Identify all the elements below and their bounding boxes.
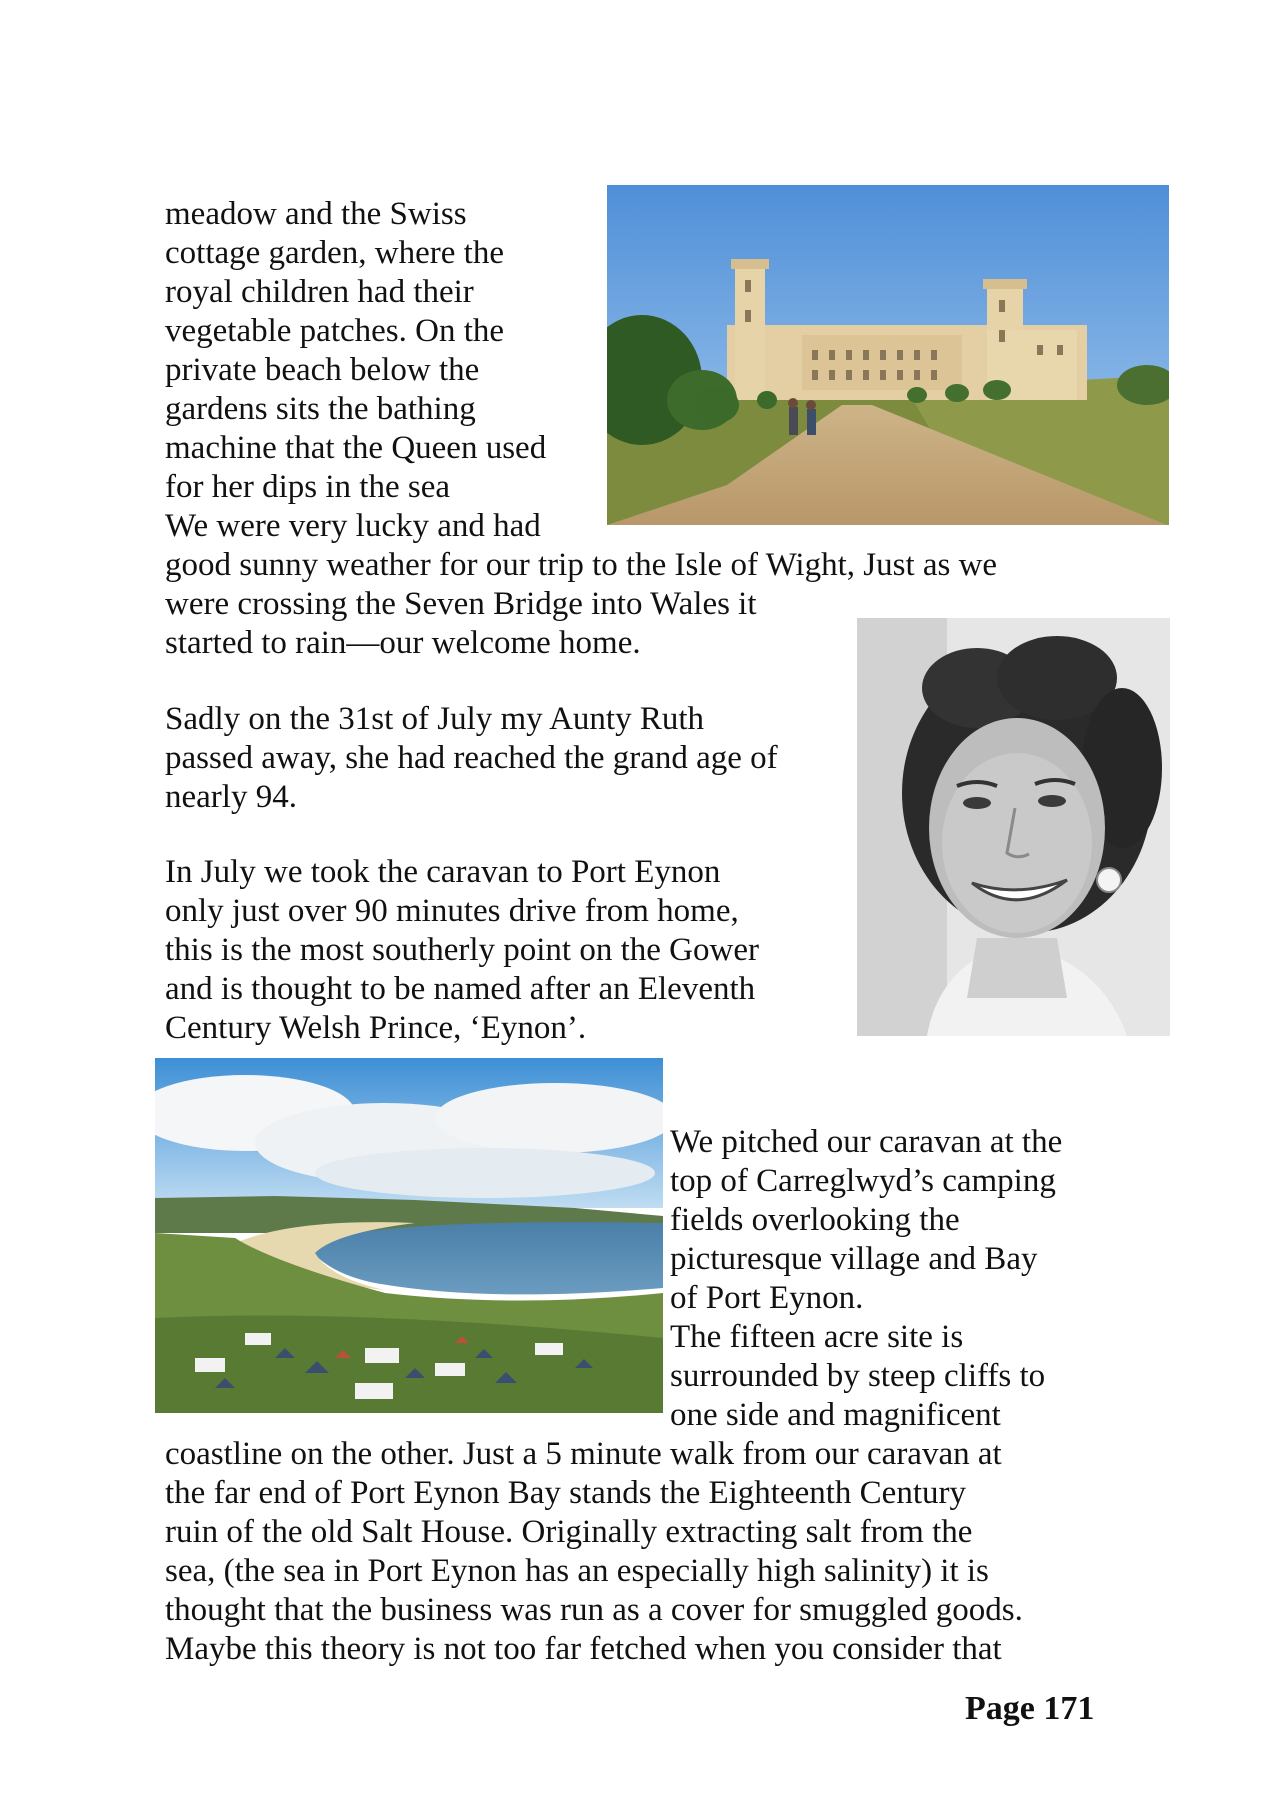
text-line: of Port Eynon. (670, 1280, 864, 1316)
text-line: machine that the Queen used (165, 430, 547, 466)
text-line: In July we took the caravan to Port Eynon (165, 854, 721, 890)
text-line: gardens sits the bathing (165, 391, 476, 427)
port-eynon-bay-photo (155, 1058, 663, 1413)
text-line: Century Welsh Prince, ‘Eynon’. (165, 1010, 587, 1046)
text-line: cottage garden, where the (165, 235, 504, 271)
text-line: picturesque village and Bay (670, 1241, 1038, 1277)
text-line: meadow and the Swiss (165, 196, 467, 232)
text-line: We were very lucky and had (165, 508, 541, 544)
text-line: The fifteen acre site is (670, 1319, 964, 1355)
text-line: for her dips in the sea (165, 469, 450, 505)
text-line: passed away, she had reached the grand age of (165, 740, 778, 776)
text-line: vegetable patches. On the (165, 313, 505, 349)
text-line: We pitched our caravan at the (670, 1124, 1063, 1160)
text-line: the far end of Port Eynon Bay stands the Eighteenth Century (165, 1475, 966, 1511)
text-line: coastline on the other. Just a 5 minute walk from our caravan at (165, 1436, 1002, 1472)
text-line: and is thought to be named after an Eleventh (165, 971, 756, 1007)
text-line: royal children had their (165, 274, 474, 310)
text-line: started to rain—our welcome home. (165, 625, 641, 661)
text-line: surrounded by steep cliffs to (670, 1358, 1046, 1394)
text-line: only just over 90 minutes drive from home, (165, 893, 739, 929)
text-line: private beach below the (165, 352, 480, 388)
text-line: one side and magnificent (670, 1397, 1001, 1433)
text-line: Sadly on the 31st of July my Aunty Ruth (165, 701, 705, 737)
text-line: good sunny weather for our trip to the Isle of Wight, Just as we (165, 547, 998, 583)
palace-photo (607, 185, 1169, 525)
text-line: Maybe this theory is not too far fetched when you consider that (165, 1631, 1002, 1667)
text-line: ruin of the old Salt House. Originally extracting salt from the (165, 1514, 973, 1550)
text-line: thought that the business was run as a cover for smuggled goods. (165, 1592, 1023, 1628)
page-number: Page 171 (965, 1690, 1095, 1727)
text-line: fields overlooking the (670, 1202, 960, 1238)
aunty-ruth-portrait (857, 618, 1170, 1036)
text-line: nearly 94. (165, 779, 297, 815)
text-line: were crossing the Seven Bridge into Wales it (165, 586, 757, 622)
text-line: sea, (the sea in Port Eynon has an especially high salinity) it is (165, 1553, 989, 1589)
text-line: this is the most southerly point on the Gower (165, 932, 759, 968)
text-line: top of Carreglwyd’s camping (670, 1163, 1056, 1199)
